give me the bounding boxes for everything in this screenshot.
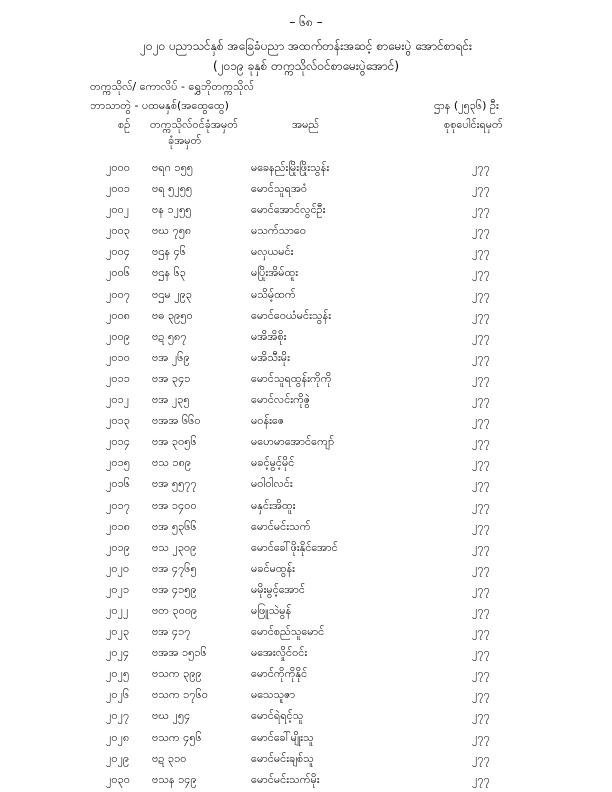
- row-student-name: မဝန်းဇေ: [251, 414, 285, 428]
- row-number: ၂၀၂၇: [106, 709, 130, 723]
- row-number: ၂၀၀၈: [106, 308, 131, 322]
- column-header-marks: စုစုပေါင်းရမှတ်: [444, 118, 503, 131]
- row-number: ၂၀၁၃: [106, 414, 130, 428]
- row-number: ၂၀၁၉: [106, 540, 130, 554]
- row-student-name: မခင်မထွန်း: [251, 561, 295, 575]
- row-roll-number: ဗအ ၅၃၆၆: [152, 519, 197, 533]
- row-roll-number: ဗဌန ၄၆: [152, 245, 186, 259]
- row-number: ၂၀၂၉: [106, 751, 130, 765]
- row-total-marks: ၂၇၇: [472, 688, 490, 702]
- table-row: [0, 475, 612, 496]
- row-number: ၂၀၀၇: [106, 287, 130, 301]
- row-roll-number: ဗတ ၃၀၀၉: [152, 603, 198, 617]
- row-number: ၂၀၂၅: [106, 667, 130, 681]
- row-total-marks: ၂၇၇: [472, 667, 490, 681]
- subject-line: ဘာသာတွဲ - ပထမနှစ်(အထွေထွေ): [90, 99, 229, 112]
- row-student-name: မောင်ခေါ်မျိုးသူ: [251, 730, 314, 744]
- row-student-name: မောင်မင်းချစ်သူ: [251, 751, 314, 765]
- table-row: [0, 222, 612, 243]
- row-number: ၂၀၀၁: [106, 182, 130, 196]
- table-row: [0, 644, 612, 665]
- table-row: [0, 729, 612, 750]
- table-row: [0, 412, 612, 433]
- row-roll-number: ဗဍ ၅၈၇: [152, 329, 187, 343]
- column-header-name: အမည်: [292, 118, 320, 131]
- row-student-name: မပြိုးအိမ်ထူး: [251, 266, 299, 280]
- row-student-name: မောင်စည်သူမောင်: [251, 625, 325, 639]
- row-number: ၂၀၀၃: [106, 224, 130, 238]
- row-number: ၂၀၂၀: [106, 561, 130, 575]
- row-number: ၂၀၃၀: [106, 772, 130, 786]
- row-number: ၂၀၁၇: [106, 498, 130, 512]
- table-row: [0, 180, 612, 201]
- table-row: [0, 750, 612, 771]
- table-row: [0, 602, 612, 623]
- table-row: [0, 391, 612, 412]
- row-total-marks: ၂၇၇: [472, 709, 490, 723]
- row-total-marks: ၂၇၇: [472, 561, 490, 575]
- row-roll-number: ဗအ ၄၇၆၅: [152, 561, 197, 575]
- row-total-marks: ၂၇၇: [472, 287, 490, 301]
- row-number: ၂၀၂၆: [106, 688, 130, 702]
- row-student-name: မဝါဝါလင်း: [251, 477, 293, 491]
- table-row: [0, 349, 612, 370]
- table-row: [0, 707, 612, 728]
- row-total-marks: ၂၇၇: [472, 182, 490, 196]
- row-student-name: မအိအိစိုး: [251, 329, 287, 343]
- table-row: [0, 159, 612, 180]
- row-total-marks: ၂၇၇: [472, 519, 490, 533]
- row-total-marks: ၂၇၇: [472, 393, 490, 407]
- row-roll-number: ဗဃ ၂၅၄: [152, 709, 191, 723]
- row-roll-number: ဗသက ၁၇၆၀: [152, 688, 208, 702]
- row-total-marks: ၂၇၇: [472, 266, 490, 280]
- page-number: – ၆၈ –: [289, 15, 323, 29]
- column-header-no: စဉ်: [118, 118, 131, 131]
- row-number: ၂၀၂၃: [106, 625, 130, 639]
- row-roll-number: ဗအ ၄၁၇: [152, 625, 191, 639]
- row-number: ၂၀၂၄: [106, 646, 130, 660]
- row-roll-number: ဗရ ၅၂၅၅: [152, 182, 193, 196]
- row-roll-number: ဗအ ၄၁၅၉: [152, 582, 197, 596]
- row-roll-number: ဗသက ၃၉၉: [152, 667, 202, 681]
- row-student-name: မသိမ့်ထက်: [251, 287, 296, 301]
- row-total-marks: ၂၇၇: [472, 751, 490, 765]
- row-roll-number: ဗသ ၁၈၉: [152, 456, 192, 470]
- row-student-name: မသက်သာဝေ: [251, 224, 306, 238]
- table-row: [0, 264, 612, 285]
- row-total-marks: ၂၇၇: [472, 245, 490, 259]
- table-row: [0, 581, 612, 602]
- marks-title: ဌာန (၂၅၃၆) ဦး: [434, 99, 499, 112]
- document-title: ၂၀၂၀ ပညာသင်နှစ် အခြေခံပညာ အထက်တန်းအဆင့် စာမေးပွဲ အောင်စာရင်း: [139, 39, 473, 53]
- row-roll-number: ဗသက ၄၅၆: [152, 730, 202, 744]
- table-row: [0, 539, 612, 560]
- row-student-name: မဖြူသဲမွန်: [251, 603, 292, 617]
- row-total-marks: ၂၇၇: [472, 498, 490, 512]
- table-row: [0, 370, 612, 391]
- row-number: ၂၀၁၄: [106, 435, 130, 449]
- row-student-name: မောင်မင်းသက်: [251, 519, 311, 533]
- table-row: [0, 201, 612, 222]
- row-total-marks: ၂၇၇: [472, 329, 490, 343]
- row-student-name: မခေနည်းမြိုးဖြိုးသွန်း: [251, 161, 330, 174]
- row-number: ၂၀၂၈: [106, 730, 130, 744]
- row-student-name: မောင်လင်းကိုဇွဲ: [251, 393, 311, 407]
- row-roll-number: ဗအ ၃၀၅၆: [152, 435, 197, 449]
- row-total-marks: ၂၇၇: [472, 582, 490, 596]
- row-number: ၂၀၀၉: [106, 329, 130, 343]
- row-student-name: မောင်ကိုကိုနိုင်: [251, 667, 308, 681]
- table-row: [0, 518, 612, 539]
- row-total-marks: ၂၇၇: [472, 414, 490, 428]
- row-student-name: မနှင်းအိထူး: [251, 498, 296, 512]
- row-number: ၂၀၁၅: [106, 456, 130, 470]
- column-header-roll-sub: ခုံအမှတ်: [168, 134, 202, 147]
- row-roll-number: ဗဌမ ၂၉၃: [152, 287, 192, 301]
- row-total-marks: ၂၇၇: [472, 435, 490, 449]
- university-line: တက္ကသိုလ်/ ကောလိပ် - ရွှေဘိုတက္ကသိုလ်: [90, 80, 254, 93]
- table-row: [0, 286, 612, 307]
- row-student-name: မအိသီးမိုး: [251, 350, 290, 364]
- table-row: [0, 771, 612, 792]
- row-total-marks: ၂၇၇: [472, 646, 490, 660]
- row-student-name: မောင်ခေါ်ဖိုးနိုင်အောင်: [251, 540, 338, 554]
- row-total-marks: ၂၇၇: [472, 477, 490, 491]
- table-row: [0, 328, 612, 349]
- row-roll-number: ဗရဂ ၁၅၅: [152, 161, 193, 174]
- row-student-name: မောင်ရဲရင့်သူ: [251, 709, 304, 723]
- table-row: [0, 307, 612, 328]
- row-roll-number: ဗအ ၃၄၁: [152, 371, 191, 385]
- table-row: [0, 243, 612, 264]
- row-number: ၂၀၁၀: [106, 350, 130, 364]
- row-number: ၂၀၀၀: [106, 161, 130, 174]
- row-roll-number: ဗဍ ၃၁၀: [152, 751, 187, 765]
- row-number: ၂၀၂၂: [106, 603, 129, 617]
- document-subtitle: (၂၀၁၉ ခုနှစ် တက္ကသိုလ်ဝင်စာမေးပွဲအောင်): [212, 59, 400, 73]
- row-roll-number: ဗဌန ၆၃: [152, 266, 186, 280]
- row-total-marks: ၂၇၇: [472, 371, 490, 385]
- row-roll-number: ဗဓ ၃၉၅၀: [152, 308, 193, 322]
- row-student-name: မောင်သူရအဝံ: [251, 182, 308, 196]
- row-total-marks: ၂၇၇: [472, 730, 490, 744]
- table-row: [0, 433, 612, 454]
- row-number: ၂၀၁၁: [106, 371, 130, 385]
- column-header-roll: တက္ကသိုလ်ဝင်ခုံအမှတ်: [150, 118, 238, 131]
- row-roll-number: ဗအအ ၆၆၀: [152, 414, 201, 428]
- row-total-marks: ၂၇၇: [472, 203, 490, 217]
- row-student-name: မမိုးမွင့်အောင်: [251, 582, 306, 596]
- row-roll-number: ဗဃ ၇၅၈: [152, 224, 192, 238]
- table-row: [0, 497, 612, 518]
- row-roll-number: ဗအ ၅၅၇၇: [152, 477, 197, 491]
- row-student-name: မခင့်မွင့်မိုင်: [251, 456, 295, 470]
- row-total-marks: ၂၇၇: [472, 350, 490, 364]
- row-total-marks: ၂၇၇: [472, 772, 490, 786]
- row-student-name: မအေးလှိုင်ဝင်း: [251, 646, 308, 660]
- row-student-name: မောင်မင်းသက်မိုး: [251, 772, 320, 786]
- row-roll-number: ဗအ ၂၃၅: [152, 393, 190, 407]
- table-row: [0, 454, 612, 475]
- row-student-name: မလှယမင်း: [251, 245, 294, 259]
- row-number: ၂၀၁၂: [106, 393, 130, 407]
- row-student-name: မောင်သူရထွန်းကိုကို: [251, 371, 332, 385]
- table-row: [0, 560, 612, 581]
- row-total-marks: ၂၇၇: [472, 625, 490, 639]
- row-number: ၂၀၀၄: [106, 245, 130, 259]
- row-number: ၂၀၀၆: [106, 266, 130, 280]
- row-total-marks: ၂၇၇: [472, 308, 490, 322]
- row-number: ၂၀၁၆: [106, 477, 130, 491]
- row-total-marks: ၂၇၇: [472, 161, 490, 174]
- table-row: [0, 623, 612, 644]
- row-roll-number: ဗအ ၁၄၀၀: [152, 498, 197, 512]
- row-roll-number: ဗသန ၁၄၉: [152, 772, 197, 786]
- row-number: ၂၀၂၁: [106, 582, 130, 596]
- results-list: [0, 159, 612, 792]
- row-student-name: မသေသူဇာ: [251, 688, 296, 702]
- row-student-name: မောင်ဝေယံမင်းသွန်း: [251, 308, 332, 322]
- row-roll-number: ဗအအ ၁၅၁၆: [152, 646, 207, 660]
- row-roll-number: ဗသ ၂၃၀၉: [152, 540, 197, 554]
- row-roll-number: ဗအ ၂၆၉: [152, 350, 190, 364]
- table-row: [0, 665, 612, 686]
- row-student-name: မောင်အောင်လွင်ဦး: [251, 203, 326, 217]
- row-total-marks: ၂၇၇: [472, 456, 490, 470]
- row-number: ၂၀၀၂: [106, 203, 130, 217]
- row-total-marks: ၂၇၇: [472, 603, 490, 617]
- row-total-marks: ၂၇၇: [472, 224, 490, 238]
- row-student-name: မဟေမာအောင်ကျော်: [251, 435, 335, 449]
- row-roll-number: ဗန ၁၂၅၅: [152, 203, 192, 217]
- table-row: [0, 686, 612, 707]
- row-number: ၂၀၁၈: [106, 519, 131, 533]
- row-total-marks: ၂၇၇: [472, 540, 490, 554]
